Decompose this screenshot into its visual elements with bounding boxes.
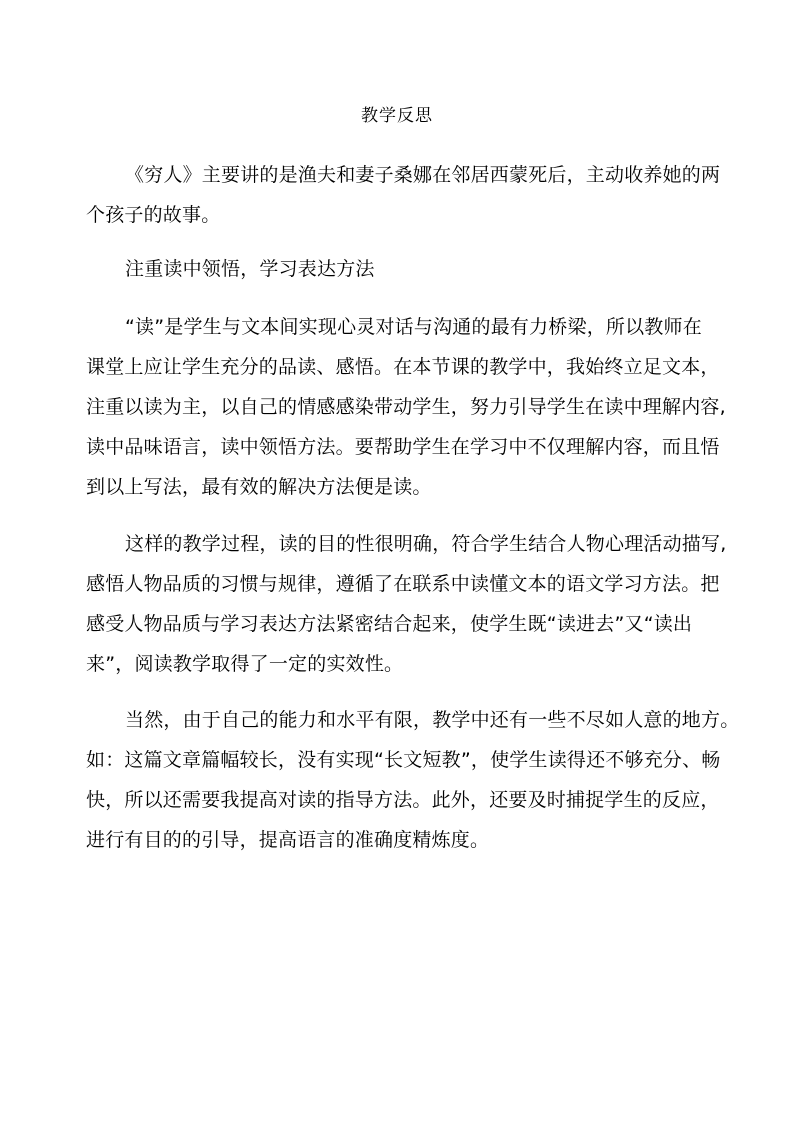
- paragraph-heading: [86, 249, 710, 289]
- paragraph-line: 感受人物品质与学习表达方法紧密结合起来，使学生既“读进去”又“读出: [86, 613, 693, 635]
- paragraph-line: 到以上写法，最有效的解决方法便是读。: [86, 476, 432, 498]
- paragraph-line: 注重读中领悟，学习表达方法: [125, 258, 375, 280]
- paragraph-line: 《穷人》主要讲的是渔夫和妻子桑娜在邻居西蒙死后，主动收养她的两: [125, 164, 721, 186]
- paragraph-line: 个孩子的故事。: [86, 204, 221, 226]
- paragraph-line: 感悟人物品质的习惯与规律，遵循了在联系中读懂文本的语文学习方法。把: [86, 573, 720, 595]
- document-title: 教学反思: [361, 106, 433, 126]
- paragraph-line: 来”，阅读教学取得了一定的实效性。: [86, 653, 404, 675]
- paragraph-reading: [86, 307, 726, 507]
- paragraph-line: 注重以读为主，以自己的情感感染带动学生，努力引导学生在读中理解内容,: [86, 396, 726, 418]
- paragraph-line: 当然，由于自己的能力和水平有限，教学中还有一些不尽如人意的地方。: [125, 709, 740, 731]
- paragraph-intro: [86, 155, 721, 235]
- paragraph-process: [86, 524, 727, 684]
- paragraph-line: 读中品味语言，读中领悟方法。要帮助学生在学习中不仅理解内容，而且悟: [86, 436, 720, 458]
- paragraph-line: 这样的教学过程，读的目的性很明确，符合学生结合人物心理活动描写,: [125, 533, 727, 555]
- paragraph-line: 进行有目的的引导，提高语言的准确度精炼度。: [86, 829, 490, 851]
- paragraph-line: 快，所以还需要我提高对读的指导方法。此外，还要及时捕捉学生的反应，: [86, 789, 720, 811]
- paragraph-shortcomings: [86, 700, 740, 860]
- paragraph-line: “读”是学生与文本间实现心灵对话与沟通的最有力桥梁，所以教师在: [125, 316, 702, 338]
- paragraph-line: 如：这篇文章篇幅较长，没有实现“长文短教”，使学生读得还不够充分、畅: [86, 749, 721, 771]
- paragraph-line: 课堂上应让学生充分的品读、感悟。在本节课的教学中，我始终立足文本，: [86, 356, 720, 378]
